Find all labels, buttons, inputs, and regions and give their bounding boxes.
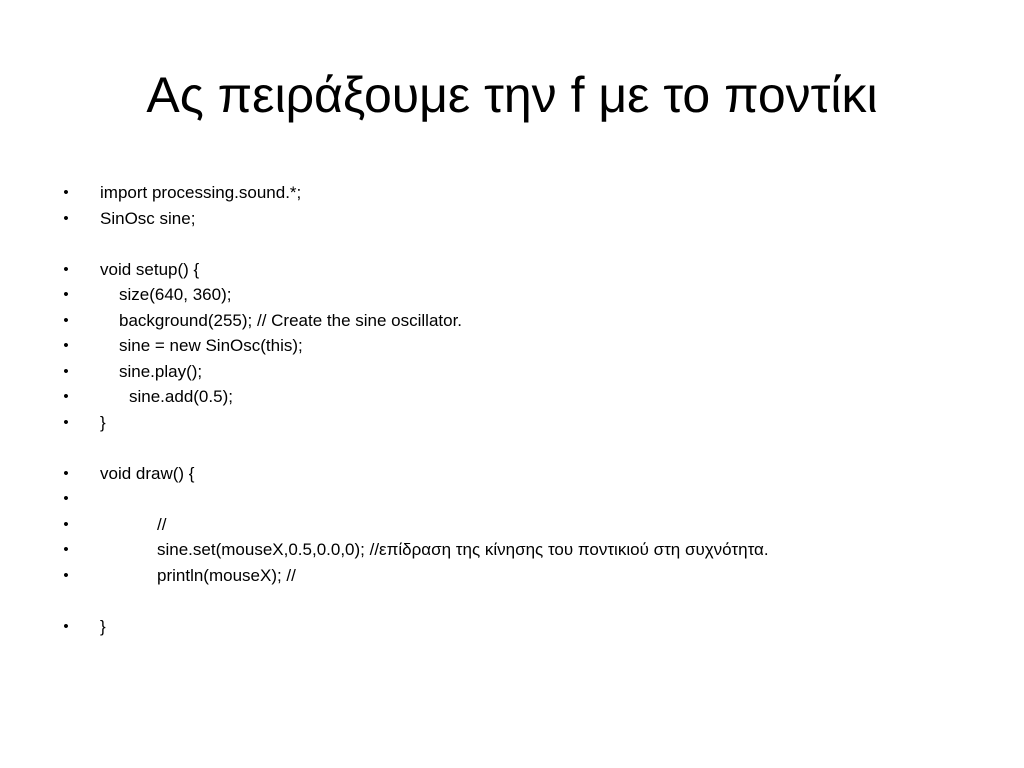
list-item bbox=[60, 384, 980, 410]
bullet-icon: • bbox=[63, 464, 69, 482]
list-item bbox=[60, 512, 980, 538]
bullet-icon: • bbox=[63, 260, 69, 278]
bullet-icon: • bbox=[63, 286, 69, 303]
code-line: size(640, 360); bbox=[119, 285, 232, 304]
code-line: import processing.sound.*; bbox=[100, 183, 302, 202]
code-line: void setup() { bbox=[100, 259, 200, 279]
blank-line bbox=[60, 435, 980, 461]
list-item bbox=[60, 410, 980, 436]
list-item bbox=[60, 257, 980, 283]
bullet-icon: • bbox=[63, 311, 69, 329]
bullet-icon: • bbox=[63, 337, 69, 354]
bullet-icon: • bbox=[63, 362, 69, 380]
blank-line bbox=[60, 231, 980, 257]
bullet-icon: • bbox=[63, 541, 69, 558]
code-bullet-list bbox=[60, 180, 980, 639]
blank-line bbox=[60, 588, 980, 614]
list-item bbox=[60, 180, 980, 206]
bullet-icon: • bbox=[63, 388, 69, 405]
bullet-icon: • bbox=[63, 209, 69, 227]
bullet-icon: • bbox=[63, 566, 69, 584]
code-line: } bbox=[100, 412, 106, 432]
code-line: background(255); // Create the sine oscillator. bbox=[119, 310, 463, 330]
list-item bbox=[60, 461, 980, 487]
code-line: void draw() { bbox=[100, 463, 195, 483]
code-line: sine.add(0.5); bbox=[129, 387, 233, 406]
list-item bbox=[60, 206, 980, 232]
code-line: sine.set(mouseX,0.5,0.0,0); //επίδραση της κίνησης του ποντικιού στη συχνότητα. bbox=[157, 540, 769, 559]
code-line: } bbox=[100, 616, 106, 636]
bullet-icon: • bbox=[63, 617, 69, 635]
code-line: sine = new SinOsc(this); bbox=[119, 336, 303, 355]
list-item bbox=[60, 333, 980, 359]
bullet-icon: • bbox=[63, 490, 69, 507]
slide-title: Ας πειράξουμε την f με το ποντίκι bbox=[146, 67, 878, 123]
list-item bbox=[60, 537, 980, 563]
code-line: sine.play(); bbox=[119, 361, 203, 381]
list-item bbox=[60, 486, 980, 512]
list-item bbox=[60, 359, 980, 385]
bullet-icon: • bbox=[63, 515, 69, 533]
list-item bbox=[60, 282, 980, 308]
code-line: // bbox=[157, 514, 167, 534]
code-line: SinOsc sine; bbox=[100, 208, 196, 228]
list-item bbox=[60, 308, 980, 334]
bullet-icon: • bbox=[63, 413, 69, 431]
code-line: println(mouseX); // bbox=[157, 565, 296, 585]
bullet-icon: • bbox=[63, 184, 69, 201]
list-item bbox=[60, 563, 980, 589]
list-item bbox=[60, 614, 980, 640]
